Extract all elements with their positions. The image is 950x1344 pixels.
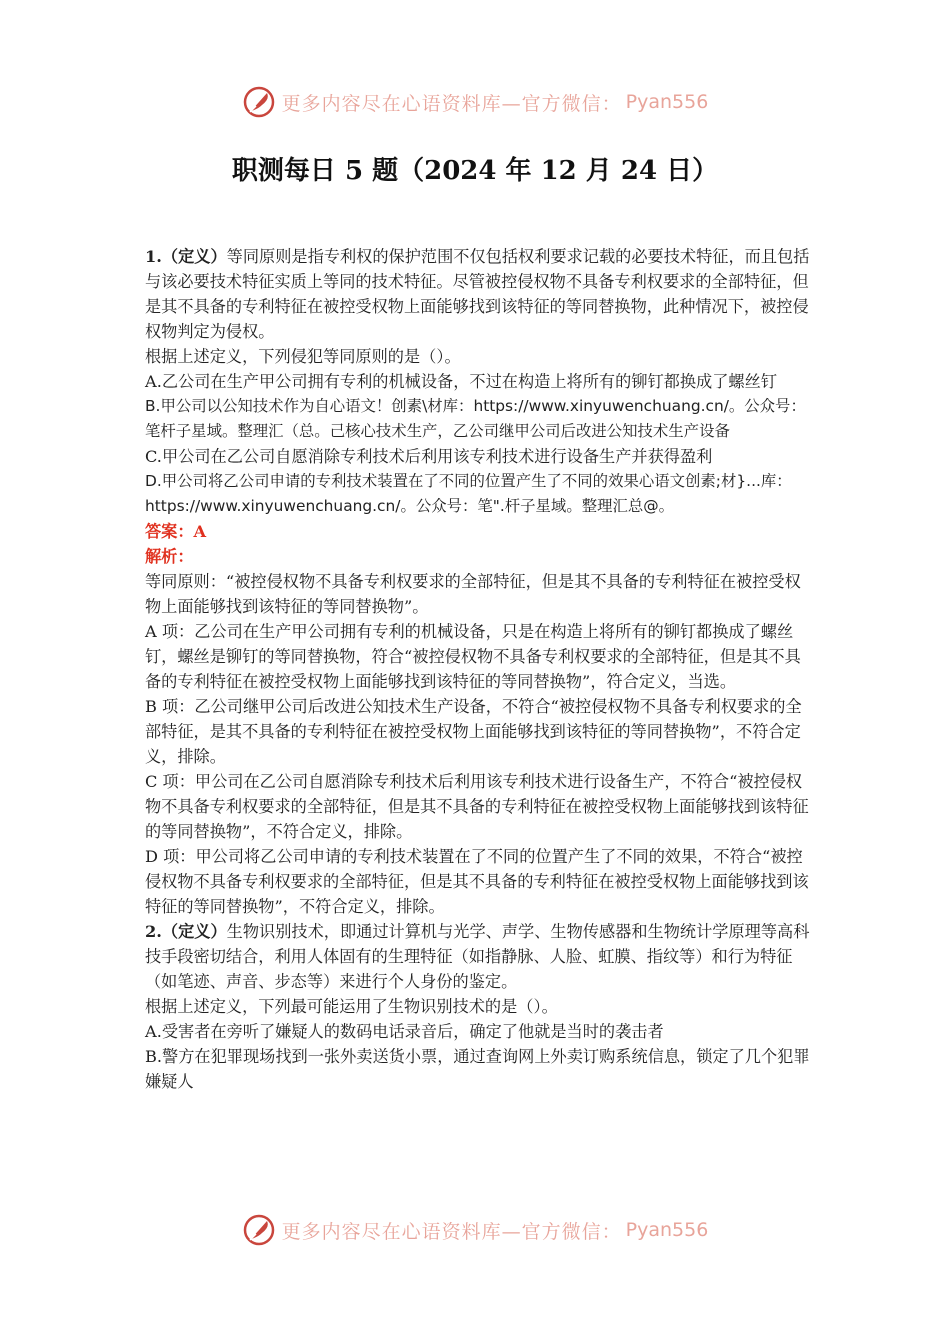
q2-option-a: A.受害者在旁听了嫌疑人的数码电话录音后，确定了他就是当时的袭击者 — [145, 1022, 664, 1041]
banner-wechat-id: Pyan556 — [625, 1219, 709, 1241]
q1-option-d: D.甲公司将乙公司申请的专利技术装置在了不同的位置产生了不同的效果心语文创素;材}...库：https://www.xinyuwenchuang.cn/。公众号：笔".杆子星域。整理汇总@。 — [145, 472, 792, 515]
footer-banner — [0, 1210, 950, 1250]
header-banner — [0, 82, 950, 122]
q1-analysis-c: C 项：甲公司在乙公司自愿消除专利技术后利用该专利技术进行设备生产，不符合“被控侵权物不具备专利权要求的全部特征，但是其不具备的专利特征在被控受权物上面能够找到该特征的等同替换物”，不符合定义，排除。 — [145, 772, 809, 841]
q1-answer: 答案：A — [145, 522, 207, 541]
banner-wechat-id: Pyan556 — [625, 91, 709, 113]
q1-tag: （定义） — [161, 247, 227, 266]
banner-text: 更多内容尽在心语资料库—官方微信： — [281, 1220, 622, 1243]
q1-analysis-principle: 等同原则：“被控侵权物不具备专利权要求的全部特征，但是其不具备的专利特征在被控受权物上面能够找到该特征的等同替换物”。 — [145, 572, 801, 616]
q1-number: 1. — [145, 247, 162, 266]
q1-analysis-b: B 项：乙公司继甲公司后改进公知技术生产设备，不符合“被控侵权物不具备专利权要求的全部特征，是其不具备的专利特征在被控受权物上面能够找到该特征的等同替换物”，不符合定义，排除。 — [145, 697, 802, 766]
feather-pen-logo — [242, 1213, 276, 1247]
q2-option-b: B.警方在犯罪现场找到一张外卖送货小票，通过查询网上外卖订购系统信息，锁定了几个犯罪嫌疑人 — [145, 1047, 810, 1091]
q2-stem — [145, 919, 810, 994]
q1-stem-text: 等同原则是指专利权的保护范围不仅包括权利要求记载的必要技术特征，而且包括与该必要技术特征实质上等同的技术特征。尽管被控侵权物不具备专利权要求的全部特征，但是其不具备的专利特征在被控受权物上面能够找到该特征的等同替换物，此种情况下，被控侵权物判定为侵权。 — [145, 247, 810, 341]
q2-question: 根据上述定义，下列最可能运用了生物识别技术的是（）。 — [145, 997, 558, 1016]
q1-option-c: C.甲公司在乙公司自愿消除专利技术后利用该专利技术进行设备生产并获得盈利 — [145, 447, 713, 466]
q1-analysis-a: A 项：乙公司在生产甲公司拥有专利的机械设备，只是在构造上将所有的铆钉都换成了螺丝钉，螺丝是铆钉的等同替换物，符合“被控侵权物不具备专利权要求的全部特征，但是其不具备的专利特征在被控受权物上面能够找到该特征的等同替换物”，符合定义，当选。 — [145, 622, 801, 691]
q1-option-b: B.甲公司以公知技术作为自心语文！创素\材库：https://www.xinyuwenchuang.cn/。公众号：笔杆子星域。整理汇（总。己核心技术生产，乙公司继甲公司后改进公知技术生产设备 — [145, 397, 806, 440]
q1-question: 根据上述定义，下列侵犯等同原则的是（）。 — [145, 347, 461, 366]
q2-stem-text: 生物识别技术，即通过计算机与光学、声学、生物传感器和生物统计学原理等高科技手段密切结合，利用人体固有的生理特征（如指静脉、人脸、虹膜、指纹等）和行为特征（如笔迹、声音、步态等）来进行个人身份的鉴定。 — [145, 922, 810, 991]
banner-text: 更多内容尽在心语资料库—官方微信： — [281, 92, 622, 115]
q1-option-a: A.乙公司在生产甲公司拥有专利的机械设备，不过在构造上将所有的铆钉都换成了螺丝钉 — [145, 372, 777, 391]
q2-number: 2. — [145, 922, 162, 941]
page-title: 职测每日 5 题（2024 年 12 月 24 日） — [231, 156, 719, 186]
q2-tag: （定义） — [161, 922, 227, 941]
q1-analysis-d: D 项：甲公司将乙公司申请的专利技术装置在了不同的位置产生了不同的效果，不符合“被控侵权物不具备专利权要求的全部特征，但是其不具备的专利特征在被控受权物上面能够找到该特征的等同替换物”，不符合定义，排除。 — [145, 847, 809, 916]
document-body — [145, 244, 810, 1094]
feather-pen-logo — [242, 85, 276, 119]
q1-analysis-label: 解析： — [145, 547, 194, 566]
q1-stem — [145, 244, 810, 344]
